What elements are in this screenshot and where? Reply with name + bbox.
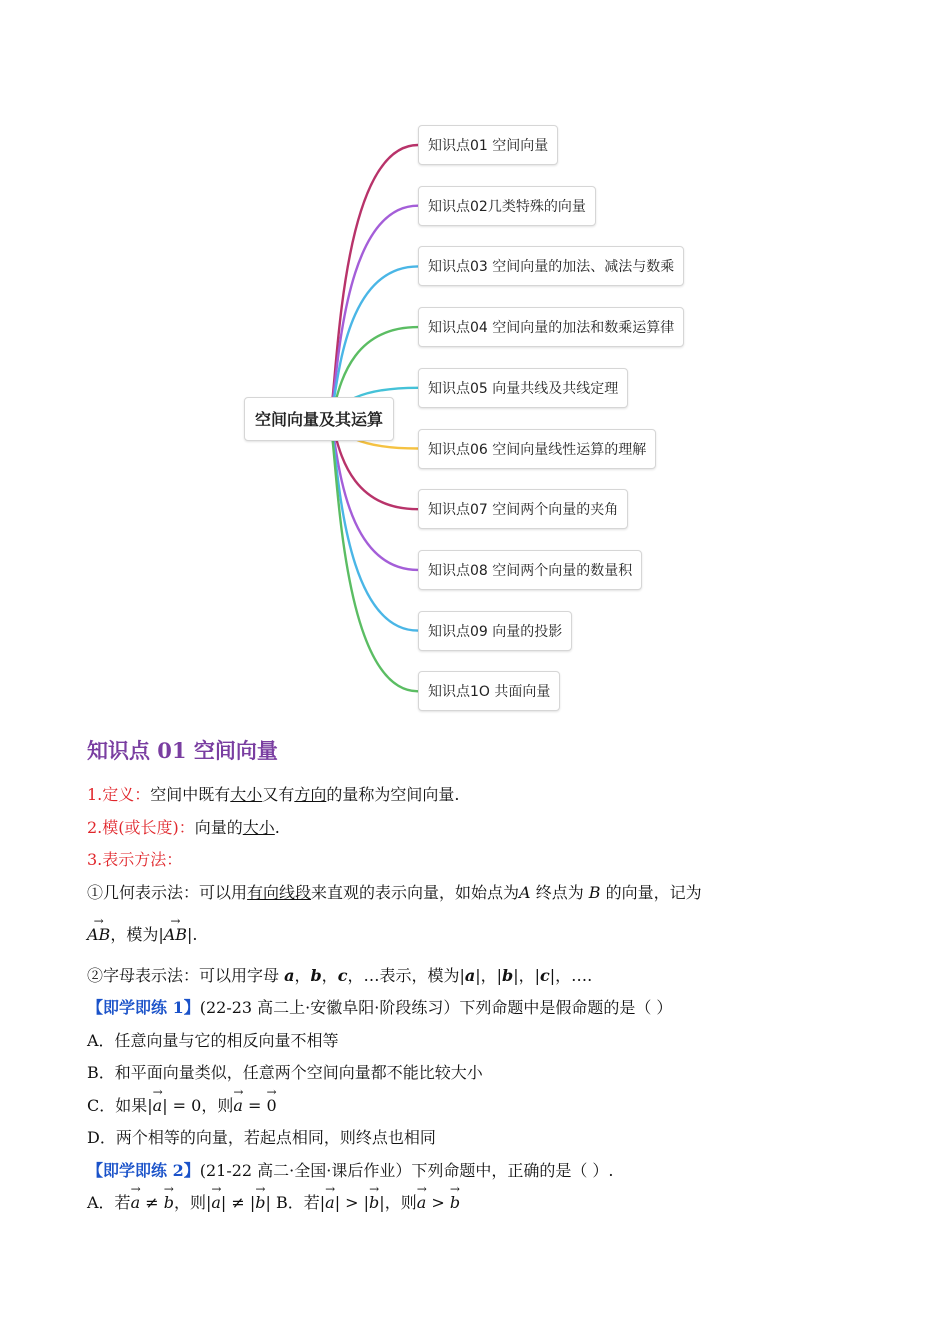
mind-map-node: 知识点03 空间向量的加法、减法与数乘 — [418, 246, 684, 286]
geometric-representation: ①几何表示法：可以用有向线段来直观的表示向量，如始点为A 终点为 B 的向量，记为 — [87, 882, 702, 902]
exercise-1-option-b: B．和平面向量类似，任意两个空间向量都不能比较大小 — [87, 1063, 483, 1082]
mind-map-node: 知识点07 空间两个向量的夹角 — [418, 489, 628, 529]
branch-connector — [330, 419, 418, 631]
definition-line: 1.定义：空间中既有大小又有方向的量称为空间向量. — [87, 785, 460, 804]
section-title: 知识点 01 空间向量 — [87, 738, 278, 763]
mind-map-node: 知识点06 空间向量线性运算的理解 — [418, 429, 656, 469]
geometric-notation: → AB，模为|→ AB|. — [87, 919, 867, 952]
mind-map-node: 知识点09 向量的投影 — [418, 611, 572, 651]
mind-map-node: 知识点05 向量共线及共线定理 — [418, 368, 628, 408]
section-content — [87, 735, 867, 1220]
mind-map-node: 知识点01 空间向量 — [418, 125, 558, 165]
modulus-line: 2.模(或长度)：向量的大小. — [87, 817, 280, 837]
exercise-1-option-d: D．两个相等的向量，若起点相同，则终点也相同 — [87, 1128, 436, 1147]
representation-label: 3.表示方法： — [87, 850, 183, 869]
letter-representation: ②字母表示法：可以用字母 a，b，c，…表示，模为|a|，|b|，|c|，…. — [87, 965, 593, 985]
exercise-1-option-c: C．如果|→ a| = 0，则→ a = → 0 — [87, 1090, 867, 1123]
mind-map-node: 知识点08 空间两个向量的数量积 — [418, 550, 642, 590]
mind-map-node: 知识点04 空间向量的加法和数乘运算律 — [418, 307, 684, 347]
exercise-1-question: 【即学即练 1】(22-23 高二上·安徽阜阳·阶段练习）下列命题中是假命题的是（ ） — [87, 998, 673, 1017]
exercise-2-question: 【即学即练 2】(21-22 高二·全国·课后作业）下列命题中，正确的是（ ）. — [87, 1160, 614, 1180]
exercise-2-options-ab: A．若→ a ≠ → b，则|→ a| ≠ |→ b| B．若|→ a| > |→ b|，则→ a > → b — [87, 1187, 867, 1220]
mind-map-root: 空间向量及其运算 — [244, 397, 394, 441]
exercise-1-option-a: A．任意向量与它的相反向量不相等 — [87, 1030, 339, 1050]
mind-map-node: 知识点1O 共面向量 — [418, 671, 560, 711]
mind-map-node: 知识点02几类特殊的向量 — [418, 186, 596, 226]
